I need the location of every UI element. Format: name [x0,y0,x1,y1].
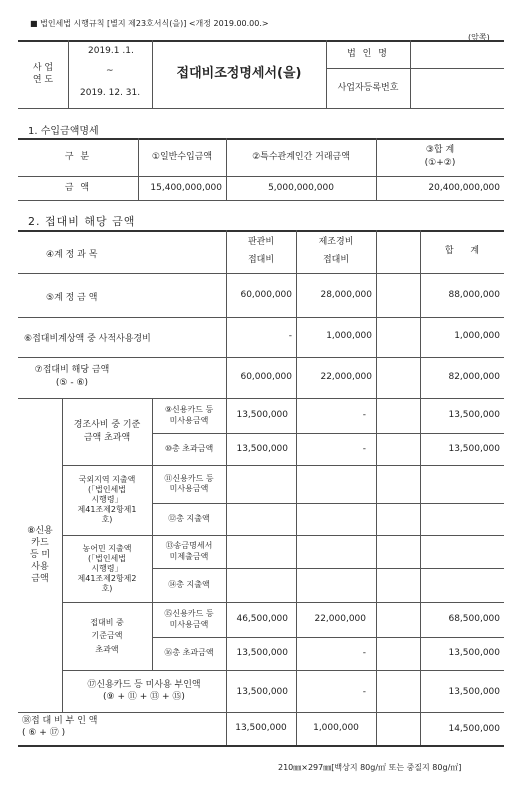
row14-label: ⑭총 지출액 [168,579,210,589]
income-total-value: 20,400,000,000 [428,183,500,193]
income-col-total-formula: (①+②) [424,158,456,168]
row15-mfg: 22,000,000 [314,614,366,624]
income-col-related: ②특수관계인간 거래금액 [252,151,350,162]
year-from: 2019.1 .1. [88,46,134,56]
row6-mfg: 1,000,000 [326,331,372,341]
income-col-category: 구 분 [64,151,92,162]
row11-label: ⑪신용카드 등 미사용금액 [164,473,214,493]
page-side-note: (앞쪽) [468,33,490,42]
header-sga-entertainment: 판관비 접대비 [247,237,275,265]
farmer-expense-label: 농어민 지출액 (「법인세법 시행령」 제41조제2항제2 호) [77,543,137,593]
row7-label: ⑦접대비 해당 금액 (⑤ - ⑥) [34,365,110,389]
row7-sga: 60,000,000 [240,372,292,382]
row16-sga: 13,500,000 [236,648,288,658]
header-mfg-entertainment: 제조경비 접대비 [318,237,354,265]
entertainment-excess-label: 접대비 중 기준금액 초과액 [90,617,124,654]
row7-mfg: 22,000,000 [320,372,372,382]
row17-sga: 13,500,000 [236,687,288,697]
row18-sga: 13,500,000 [235,723,287,734]
income-col-total: ③합 계 [425,145,455,155]
row15-label: ⑮신용카드 등 미사용금액 [164,609,214,629]
row15-total: 68,500,000 [448,614,500,624]
row10-mfg: - [362,444,366,454]
row18-label: ⑱접 대 비 부 인 액 ( ⑥ + ⑰ ) [22,716,98,738]
overseas-expense-label: 국외지역 지출액 (「법인세법 시행령」 제41조제2항제1 호) [77,475,137,524]
year-tilde: ~ [106,66,114,76]
row16-mfg: - [362,648,366,658]
row13-label: ⑬송금명세서 미제출금액 [165,541,213,561]
row5-total: 88,000,000 [448,290,500,300]
row10-total: 13,500,000 [448,444,500,454]
row7-total: 82,000,000 [448,372,500,382]
row16-label: ⑯총 초과금액 [164,648,214,658]
credit-card-unused-group-label: ⑧신용 카드 등 미 사용 금액 [27,525,53,585]
business-no-value[interactable] [410,68,504,108]
row16-total: 13,500,000 [448,648,500,658]
row10-label: ⑩총 초과금액 [164,443,214,453]
row6-label: ⑥접대비계상액 중 사적사용경비 [24,334,151,344]
row17-mfg: - [362,687,366,697]
section2-title: 2. 접대비 해당 금액 [28,215,136,228]
row9-label: ⑨신용카드 등 미사용금액 [164,405,214,425]
income-row-amount-label: 금 액 [64,182,92,193]
business-year-label: 사 업 연 도 [32,62,54,85]
year-to: 2019. 12. 31. [80,88,141,98]
row17-label: ⑰신용카드 등 미사용 부인액 (⑨ + ⑪ + ⑬ + ⑮) [87,679,201,702]
header-account-subject: ④계 정 과 목 [46,250,98,260]
header-total: 합 계 [444,246,480,257]
row9-mfg: - [362,410,366,420]
form-title: 접대비조정명세서(을) [176,66,302,82]
row6-sga: - [288,331,292,341]
row10-sga: 13,500,000 [236,444,288,454]
condolence-excess-label: 경조사비 중 기준 금액 초과액 [73,420,141,443]
row12-label: ⑫총 지출액 [168,513,210,523]
paper-spec-note: 210㎜×297㎜[백상지 80g/㎡ 또는 중질지 80g/㎡] [278,763,462,772]
row17-total: 13,500,000 [448,687,500,697]
row5-label: ⑤계 정 금 액 [46,293,98,303]
income-general-value: 15,400,000,000 [150,183,222,193]
row18-mfg: 1,000,000 [313,723,359,734]
row9-sga: 13,500,000 [236,410,288,420]
row9-total: 13,500,000 [448,410,500,420]
row18-total: 14,500,000 [448,724,500,734]
income-related-value: 5,000,000,000 [268,182,334,193]
row6-total: 1,000,000 [454,331,500,341]
regulation-note: ■ 법인세법 시행규칙 [별지 제23호서식(을)] <개정 2019.00.00.> [30,19,269,28]
income-col-general: ①일반수입금액 [151,151,213,162]
section1-title: 1. 수입금액명세 [28,126,99,137]
corp-name-label: 법 인 명 [347,48,389,59]
row15-sga: 46,500,000 [236,614,288,624]
corp-name-value[interactable] [410,40,504,68]
business-no-label: 사업자등록번호 [337,82,399,93]
row5-sga: 60,000,000 [240,290,292,300]
row5-mfg: 28,000,000 [320,290,372,300]
